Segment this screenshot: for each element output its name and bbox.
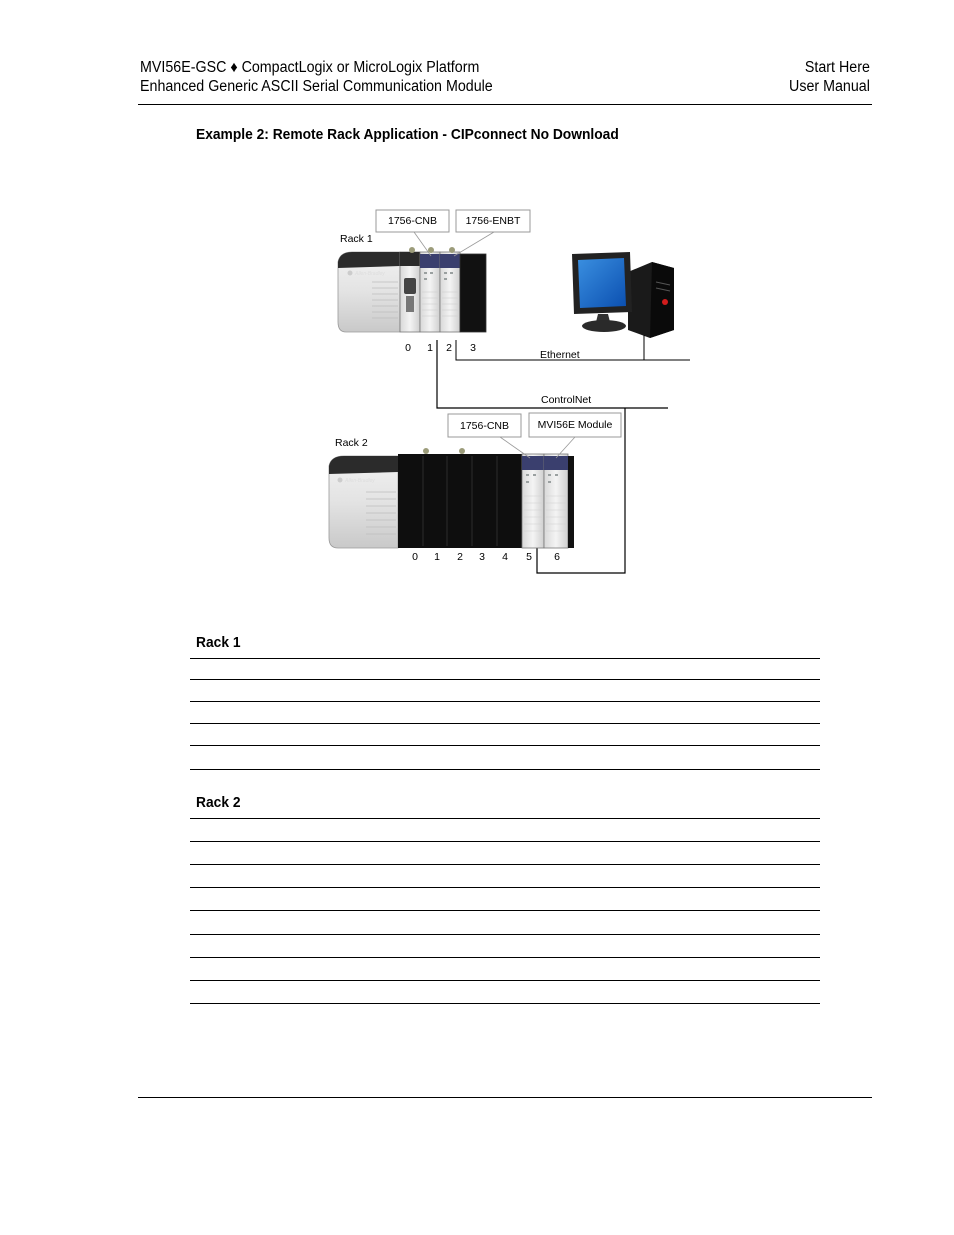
- table-row: [190, 680, 820, 702]
- table-row: [190, 818, 820, 842]
- header-product-line: MVI56E-GSC ♦ CompactLogix or MicroLogix Platform: [140, 59, 480, 76]
- allen-bradley-logo-icon: [348, 271, 353, 276]
- svg-text:1756-CNB: 1756-CNB: [459, 420, 510, 432]
- rack1-table: [190, 658, 820, 770]
- rack2-chassis: [329, 448, 574, 548]
- rack2-callout-mvi56e: [529, 413, 621, 458]
- table-row: [190, 724, 820, 746]
- rack2-logo-text: Allen-Bradley: [345, 478, 375, 484]
- rack1-slot-numbers: [405, 342, 476, 354]
- rack1-slot-number: 0: [405, 342, 411, 354]
- svg-text:1756-CNB: 1756-CNB: [387, 215, 438, 227]
- svg-text:MVI56E Module: MVI56E Module: [537, 419, 613, 431]
- rack2-slot-number: 3: [479, 551, 485, 563]
- rack2-table-title: Rack 2: [196, 794, 241, 811]
- rack2-slot-numbers: [412, 551, 560, 563]
- allen-bradley-logo-icon: [338, 478, 343, 483]
- rack1-table-title: Rack 1: [196, 634, 241, 651]
- rack2-slot-number: 4: [502, 551, 508, 563]
- rack1-callout-enbt: [454, 210, 530, 256]
- rack1-logo-text: Allen-Bradley: [355, 271, 385, 277]
- table-row: [190, 888, 820, 911]
- rack2-slot-number: 0: [412, 551, 418, 563]
- rack2-slot-number: 5: [526, 551, 532, 563]
- rack2-label: Rack 2: [335, 437, 368, 449]
- rack2-slot-number: 6: [554, 551, 560, 563]
- rack2-table: [190, 818, 820, 1004]
- example-title: Example 2: Remote Rack Application - CIPconnect No Download: [196, 126, 619, 143]
- table-row: [190, 842, 820, 865]
- rack1-label: Rack 1: [340, 233, 373, 245]
- rack1-slot-number: 1: [427, 342, 433, 354]
- table-row: [190, 911, 820, 935]
- controlnet-label: ControlNet: [541, 394, 592, 406]
- rack1-chassis: [338, 247, 486, 332]
- table-row: [190, 935, 820, 958]
- svg-text:1756-ENBT: 1756-ENBT: [465, 215, 521, 227]
- header-section: Start Here: [805, 59, 870, 76]
- table-row: [190, 958, 820, 981]
- computer-icon: [572, 252, 674, 338]
- ethernet-label: Ethernet: [540, 349, 580, 361]
- rack1-slot-number: 3: [470, 342, 476, 354]
- header-doc-type: User Manual: [789, 78, 870, 95]
- table-row: [190, 981, 820, 1004]
- ethernet-connection: [456, 335, 690, 361]
- rack2-slot-number: 2: [457, 551, 463, 563]
- rack2-slot-number: 1: [434, 551, 440, 563]
- footer-rule: [138, 1097, 872, 1098]
- table-row: [190, 702, 820, 724]
- table-row: [190, 746, 820, 770]
- table-row: [190, 658, 820, 680]
- rack1-slot-number: 2: [446, 342, 452, 354]
- table-row: [190, 865, 820, 888]
- header-module-name: Enhanced Generic ASCII Serial Communication Module: [140, 78, 493, 95]
